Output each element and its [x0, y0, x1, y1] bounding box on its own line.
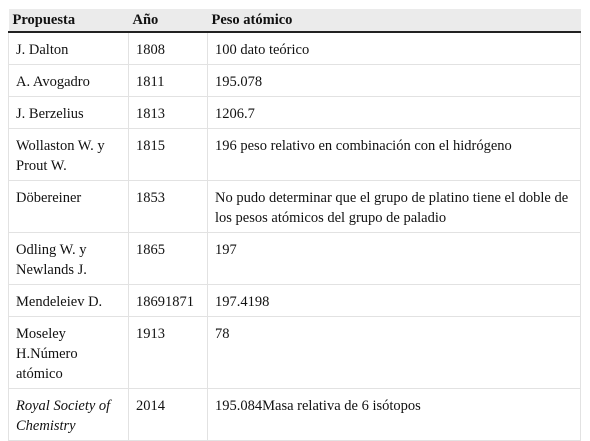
table-row [9, 285, 581, 317]
atomic-weight-table [8, 9, 581, 441]
proposal-cell: Odling W. y Newlands J. [9, 233, 129, 285]
table-row [9, 129, 581, 181]
header-year: Año [129, 9, 208, 32]
atomic-weight-cell: 195.078 [208, 65, 581, 97]
proposal-cell: J. Dalton [9, 32, 129, 65]
atomic-weight-cell: No pudo determinar que el grupo de platino tiene el doble de los pesos atómicos del grupo de paladio [208, 181, 581, 233]
year-cell: 1811 [129, 65, 208, 97]
atomic-weight-cell: 100 dato teórico [208, 32, 581, 65]
year-cell: 1913 [129, 317, 208, 389]
year-cell: 1853 [129, 181, 208, 233]
atomic-weight-cell: 197.4198 [208, 285, 581, 317]
table-row [9, 32, 581, 65]
proposal-cell: Döbereiner [9, 181, 129, 233]
header-proposal: Propuesta [9, 9, 129, 32]
table-row [9, 317, 581, 389]
year-cell: 1813 [129, 97, 208, 129]
table-row [9, 389, 581, 441]
proposal-cell: Royal Society of Chemistry [9, 389, 129, 441]
atomic-weight-cell: 197 [208, 233, 581, 285]
year-cell: 1808 [129, 32, 208, 65]
table-row [9, 97, 581, 129]
table-header-row [9, 9, 581, 32]
proposal-cell: J. Berzelius [9, 97, 129, 129]
year-cell: 1865 [129, 233, 208, 285]
table-row [9, 181, 581, 233]
table-row [9, 65, 581, 97]
year-cell: 1815 [129, 129, 208, 181]
proposal-cell: A. Avogadro [9, 65, 129, 97]
atomic-weight-cell: 78 [208, 317, 581, 389]
atomic-weight-cell: 1206.7 [208, 97, 581, 129]
proposal-cell: Moseley H.Número atómico [9, 317, 129, 389]
header-atomic-weight: Peso atómico [208, 9, 581, 32]
proposal-cell: Mendeleiev D. [9, 285, 129, 317]
proposal-cell: Wollaston W. y Prout W. [9, 129, 129, 181]
year-cell: 2014 [129, 389, 208, 441]
table-row [9, 233, 581, 285]
year-cell: 18691871 [129, 285, 208, 317]
atomic-weight-cell: 195.084Masa relativa de 6 isótopos [208, 389, 581, 441]
atomic-weight-cell: 196 peso relativo en combinación con el hidrógeno [208, 129, 581, 181]
